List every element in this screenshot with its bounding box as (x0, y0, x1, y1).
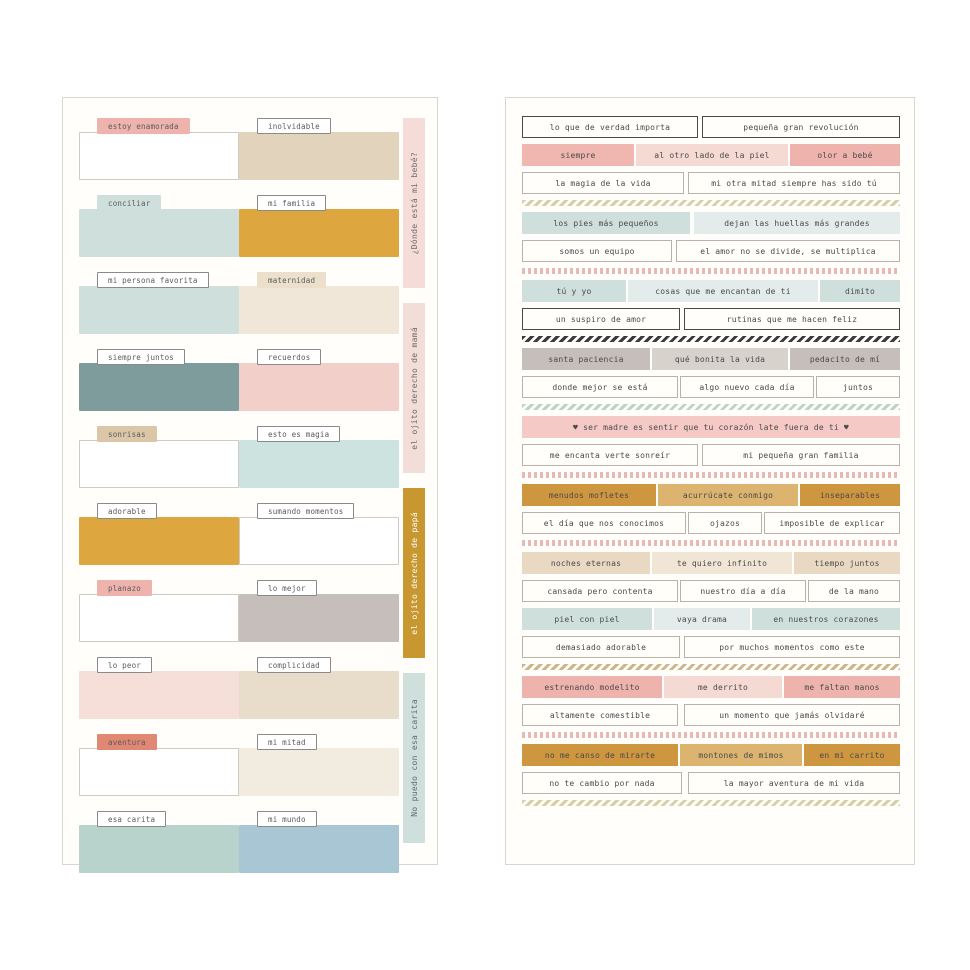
phrase-sticker-row (522, 240, 900, 262)
tab-sticker[interactable] (239, 580, 399, 642)
tab-sticker-label: esto es magia (257, 426, 340, 442)
tab-sticker-label: sonrisas (97, 426, 157, 442)
phrase-sticker[interactable]: al otro lado de la piel (636, 144, 788, 166)
tab-sticker-body (239, 594, 399, 642)
tab-sticker[interactable] (79, 195, 239, 257)
tab-sticker-label: recuerdos (257, 349, 321, 365)
tab-sticker-label: lo mejor (257, 580, 317, 596)
tab-sticker-label: estoy enamorada (97, 118, 190, 134)
phrase-sticker[interactable]: me encanta verte sonreír (522, 444, 698, 466)
tab-sticker[interactable] (239, 811, 399, 873)
washi-strip (522, 664, 900, 670)
phrase-sticker[interactable]: demasiado adorable (522, 636, 680, 658)
tab-sticker-body (239, 286, 399, 334)
phrase-sticker[interactable]: qué bonita la vida (652, 348, 788, 370)
ribbon-tab[interactable] (403, 488, 425, 658)
phrase-sticker-row (522, 280, 900, 302)
phrase-sticker[interactable]: mi otra mitad siempre has sido tú (688, 172, 900, 194)
tab-sticker-body (79, 671, 239, 719)
tab-sticker-column-2 (239, 118, 399, 888)
tab-sticker[interactable] (79, 426, 239, 488)
washi-strip (522, 732, 900, 738)
phrase-sticker[interactable]: donde mejor se está (522, 376, 678, 398)
tab-sticker-body (79, 363, 239, 411)
tab-sticker-body (239, 671, 399, 719)
phrase-sticker[interactable]: imposible de explicar (764, 512, 900, 534)
tab-sticker-body (79, 517, 239, 565)
tab-sticker[interactable] (239, 503, 399, 565)
phrase-sticker[interactable]: acurrúcate conmigo (658, 484, 798, 506)
phrase-sticker[interactable]: vaya drama (654, 608, 750, 630)
phrase-sticker[interactable]: santa paciencia (522, 348, 650, 370)
phrase-sticker-row (522, 636, 900, 658)
tab-sticker-label: mi familia (257, 195, 326, 211)
phrase-sticker[interactable]: ojazos (688, 512, 762, 534)
phrase-sticker-row (522, 376, 900, 398)
tab-sticker-body (79, 440, 239, 488)
tab-sticker[interactable] (239, 657, 399, 719)
phrase-sticker-row (522, 484, 900, 506)
phrase-sticker[interactable]: en mi carrito (804, 744, 900, 766)
phrase-sticker[interactable]: me faltan manos (784, 676, 900, 698)
phrase-sticker[interactable]: pequeña gran revolución (702, 116, 900, 138)
phrase-sticker[interactable]: menudos mofletes (522, 484, 656, 506)
tab-sticker-body (239, 363, 399, 411)
tab-sticker[interactable] (79, 580, 239, 642)
phrase-sticker-row (522, 608, 900, 630)
sticker-sheet-left (62, 97, 438, 865)
phrase-sticker-row (522, 580, 900, 602)
tab-sticker-body (239, 132, 399, 180)
phrase-sticker-row (522, 172, 900, 194)
phrase-sticker[interactable]: un suspiro de amor (522, 308, 680, 330)
ribbon-tab-label: ¿Dónde está mi bebé? (409, 151, 419, 255)
phrase-sticker[interactable]: no me canso de mirarte (522, 744, 678, 766)
tab-sticker-label: esa carita (97, 811, 166, 827)
tab-sticker[interactable] (239, 118, 399, 180)
tab-sticker-body (239, 748, 399, 796)
tab-sticker-body (79, 825, 239, 873)
phrase-sticker[interactable]: juntos (816, 376, 900, 398)
phrase-sticker[interactable]: la mayor aventura de mi vida (688, 772, 900, 794)
phrase-sticker[interactable]: por muchos momentos como este (684, 636, 900, 658)
phrase-sticker[interactable]: noches eternas (522, 552, 650, 574)
washi-strip (522, 268, 900, 274)
phrase-sticker[interactable]: me derrito (664, 676, 782, 698)
phrase-sticker[interactable]: estrenando modelito (522, 676, 662, 698)
washi-strip (522, 540, 900, 546)
phrase-sticker[interactable]: tiempo juntos (794, 552, 900, 574)
tab-sticker[interactable] (239, 195, 399, 257)
phrase-sticker[interactable]: altamente comestible (522, 704, 678, 726)
ribbon-tab-label: el ojito derecho de mamá (409, 326, 419, 450)
tab-sticker[interactable] (239, 426, 399, 488)
phrase-sticker[interactable]: piel con piel (522, 608, 652, 630)
phrase-sticker-row (522, 416, 900, 438)
washi-strip (522, 404, 900, 410)
sticker-sheet-right (505, 97, 915, 865)
tab-sticker[interactable] (239, 349, 399, 411)
tab-sticker-body (239, 440, 399, 488)
tab-sticker[interactable] (79, 811, 239, 873)
phrase-sticker-row (522, 744, 900, 766)
washi-strip (522, 200, 900, 206)
phrase-sticker[interactable]: inseparables (800, 484, 900, 506)
phrase-sticker-row (522, 444, 900, 466)
phrase-sticker-row (522, 116, 900, 138)
phrase-sticker-row (522, 704, 900, 726)
tab-sticker[interactable] (79, 349, 239, 411)
tab-sticker-label: mi persona favorita (97, 272, 209, 288)
tab-sticker-label: inolvidable (257, 118, 331, 134)
ribbon-tab[interactable] (403, 303, 425, 473)
tab-sticker[interactable] (79, 118, 239, 180)
phrase-sticker[interactable]: somos un equipo (522, 240, 672, 262)
tab-sticker[interactable] (79, 657, 239, 719)
tab-sticker[interactable] (79, 503, 239, 565)
phrase-sticker[interactable]: la magia de la vida (522, 172, 684, 194)
phrase-sticker[interactable]: montones de mimos (680, 744, 802, 766)
phrase-sticker[interactable]: cosas que me encantan de ti (628, 280, 818, 302)
tab-sticker-label: conciliar (97, 195, 161, 211)
tab-sticker-column-1 (79, 118, 239, 888)
tab-sticker-body (239, 517, 399, 565)
ribbon-tab[interactable] (403, 118, 425, 288)
phrase-sticker[interactable]: siempre (522, 144, 634, 166)
tab-sticker-label: mi mundo (257, 811, 317, 827)
phrase-sticker[interactable]: mi pequeña gran familia (702, 444, 900, 466)
phrase-sticker[interactable]: pedacito de mí (790, 348, 900, 370)
tab-sticker-body (79, 594, 239, 642)
phrase-sticker[interactable]: te quiero infinito (652, 552, 792, 574)
phrase-sticker-row (522, 512, 900, 534)
phrase-sticker[interactable]: algo nuevo cada día (680, 376, 814, 398)
tab-sticker[interactable] (239, 734, 399, 796)
tab-sticker[interactable] (79, 734, 239, 796)
tab-sticker-label: siempre juntos (97, 349, 185, 365)
ribbon-tab[interactable] (403, 673, 425, 843)
tab-sticker-label: adorable (97, 503, 157, 519)
phrase-sticker-row (522, 308, 900, 330)
ribbon-tab-label: No puedo con esa carita (409, 699, 419, 817)
tab-sticker[interactable] (239, 272, 399, 334)
washi-strip (522, 800, 900, 806)
tab-sticker-label: lo peor (97, 657, 152, 673)
phrase-sticker-row (522, 348, 900, 370)
washi-strip (522, 472, 900, 478)
phrase-sticker[interactable]: un momento que jamás olvidaré (684, 704, 900, 726)
phrase-sticker[interactable]: cansada pero contenta (522, 580, 678, 602)
phrase-sticker[interactable]: no te cambio por nada (522, 772, 682, 794)
phrase-sticker-row (522, 212, 900, 234)
phrase-sticker[interactable]: el día que nos conocimos (522, 512, 686, 534)
phrase-sticker-row (522, 676, 900, 698)
ribbon-tab-label: el ojito derecho de papá (409, 511, 419, 635)
tab-sticker[interactable] (79, 272, 239, 334)
tab-sticker-label: aventura (97, 734, 157, 750)
phrase-sticker[interactable]: en nuestros corazones (752, 608, 900, 630)
phrase-sticker[interactable]: olor a bebé (790, 144, 900, 166)
phrase-sticker[interactable]: dejan las huellas más grandes (694, 212, 900, 234)
tab-sticker-body (79, 286, 239, 334)
phrase-sticker[interactable]: rutinas que me hacen feliz (684, 308, 900, 330)
phrase-sticker[interactable]: el amor no se divide, se multiplica (676, 240, 900, 262)
phrase-sticker[interactable]: nuestro día a día (680, 580, 806, 602)
tab-sticker-body (79, 209, 239, 257)
tab-sticker-label: planazo (97, 580, 152, 596)
phrase-sticker[interactable]: lo que de verdad importa (522, 116, 698, 138)
tab-sticker-label: mi mitad (257, 734, 317, 750)
tab-sticker-body (239, 209, 399, 257)
phrase-sticker[interactable]: tú y yo (522, 280, 626, 302)
phrase-sticker[interactable]: de la mano (808, 580, 900, 602)
phrase-sticker[interactable]: los pies más pequeños (522, 212, 690, 234)
phrase-sticker-row (522, 552, 900, 574)
phrase-sticker[interactable]: ♥ ser madre es sentir que tu corazón late fuera de ti ♥ (522, 416, 900, 438)
phrase-sticker-row (522, 144, 900, 166)
tab-sticker-label: maternidad (257, 272, 326, 288)
tab-sticker-label: sumando momentos (257, 503, 354, 519)
phrase-sticker-row (522, 772, 900, 794)
phrase-sticker[interactable]: dimito (820, 280, 900, 302)
tab-sticker-body (79, 748, 239, 796)
tab-sticker-body (239, 825, 399, 873)
tab-sticker-label: complicidad (257, 657, 331, 673)
tab-sticker-body (79, 132, 239, 180)
washi-strip (522, 336, 900, 342)
